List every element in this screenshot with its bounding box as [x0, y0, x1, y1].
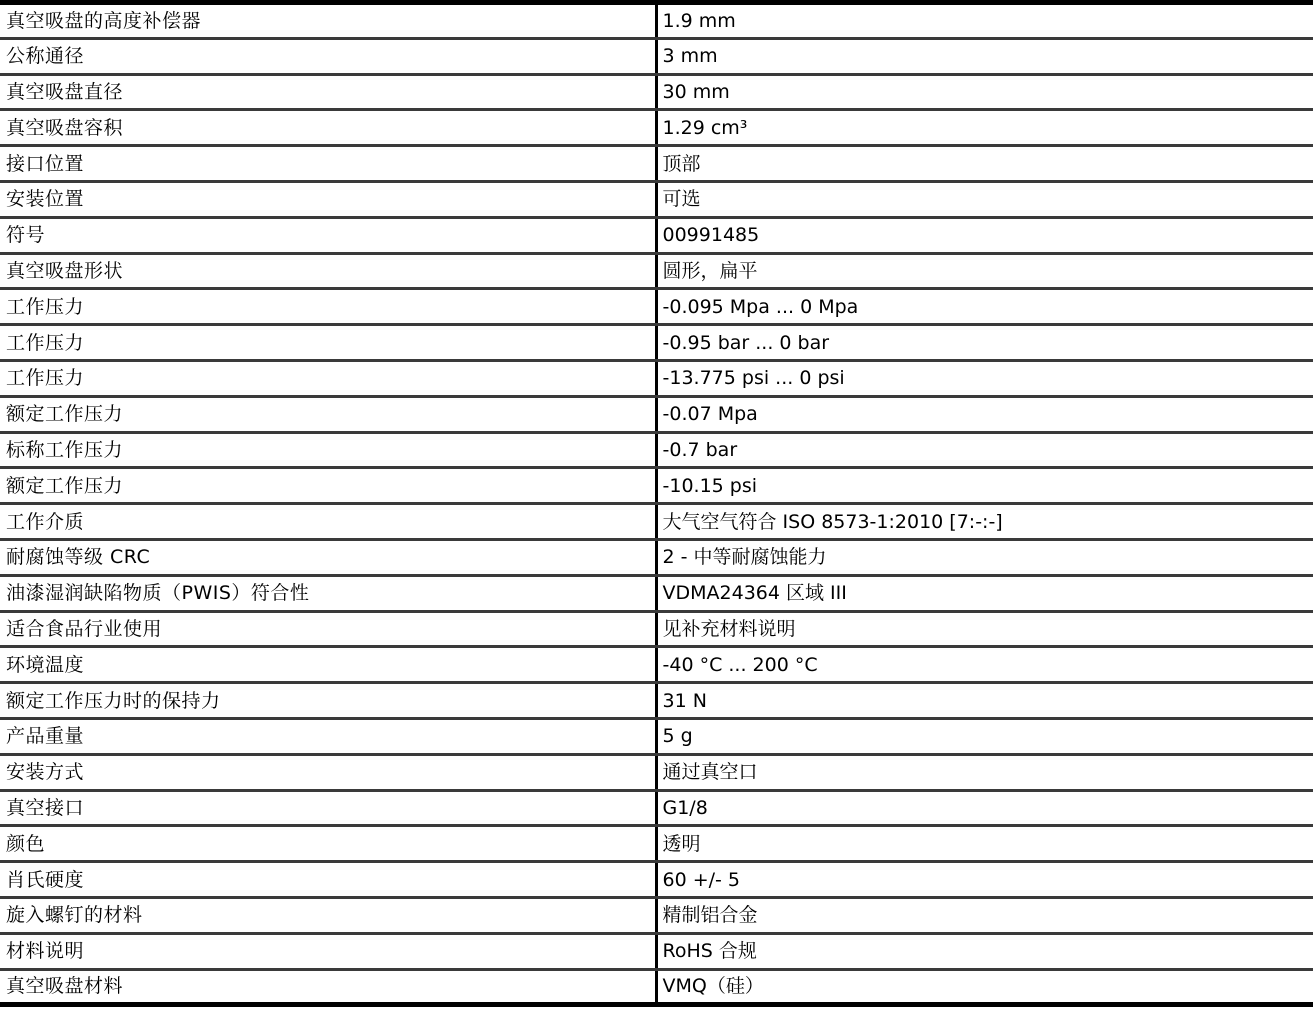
spec-label: 安装位置	[0, 181, 656, 217]
table-row	[0, 647, 1313, 683]
table-row	[0, 862, 1313, 898]
spec-label: 适合食品行业使用	[0, 611, 656, 647]
table-row	[0, 683, 1313, 719]
spec-value: 通过真空口	[656, 754, 1313, 790]
table-row	[0, 432, 1313, 468]
table-row	[0, 74, 1313, 110]
spec-value: -0.95 bar ... 0 bar	[656, 325, 1313, 361]
spec-value: 2 - 中等耐腐蚀能力	[656, 539, 1313, 575]
table-row	[0, 253, 1313, 289]
spec-value: 3 mm	[656, 38, 1313, 74]
spec-label: 真空吸盘直径	[0, 74, 656, 110]
spec-value: 31 N	[656, 683, 1313, 719]
table-row	[0, 790, 1313, 826]
spec-value: 大气空气符合 ISO 8573-1:2010 [7:-:-]	[656, 504, 1313, 540]
table-row	[0, 325, 1313, 361]
table-row	[0, 826, 1313, 862]
table-row	[0, 289, 1313, 325]
table-row	[0, 575, 1313, 611]
table-row	[0, 611, 1313, 647]
spec-label: 材料说明	[0, 933, 656, 969]
spec-value: -40 °C ... 200 °C	[656, 647, 1313, 683]
spec-value: -10.15 psi	[656, 468, 1313, 504]
table-row	[0, 396, 1313, 432]
spec-label: 额定工作压力时的保持力	[0, 683, 656, 719]
spec-value: 顶部	[656, 146, 1313, 182]
spec-value: 1.29 cm³	[656, 110, 1313, 146]
table-row	[0, 3, 1313, 39]
spec-label: 真空吸盘材料	[0, 969, 656, 1005]
table-row	[0, 181, 1313, 217]
spec-value: -0.7 bar	[656, 432, 1313, 468]
spec-value: 精制铝合金	[656, 897, 1313, 933]
spec-label: 耐腐蚀等级 CRC	[0, 539, 656, 575]
spec-label: 旋入螺钉的材料	[0, 897, 656, 933]
spec-value: 5 g	[656, 718, 1313, 754]
table-row	[0, 897, 1313, 933]
spec-label: 工作压力	[0, 325, 656, 361]
spec-value: 圆形，扁平	[656, 253, 1313, 289]
spec-value: 00991485	[656, 217, 1313, 253]
spec-label: 真空接口	[0, 790, 656, 826]
spec-label: 额定工作压力	[0, 396, 656, 432]
spec-label: 真空吸盘的高度补偿器	[0, 3, 656, 39]
spec-value: VDMA24364 区域 III	[656, 575, 1313, 611]
spec-label: 真空吸盘形状	[0, 253, 656, 289]
spec-label: 肖氏硬度	[0, 862, 656, 898]
table-row	[0, 217, 1313, 253]
table-row	[0, 468, 1313, 504]
table-row	[0, 38, 1313, 74]
spec-value: VMQ（硅）	[662, 975, 764, 998]
spec-value: 可选	[656, 181, 1313, 217]
table-row	[0, 360, 1313, 396]
table-row	[0, 110, 1313, 146]
spec-label: 工作压力	[0, 289, 656, 325]
spec-label: 安装方式	[0, 754, 656, 790]
spec-label: 油漆湿润缺陷物质（PWIS）符合性	[0, 575, 656, 611]
table-row	[0, 754, 1313, 790]
spec-label: 额定工作压力	[0, 468, 656, 504]
spec-value: -13.775 psi ... 0 psi	[656, 360, 1313, 396]
spec-label: 真空吸盘容积	[0, 110, 656, 146]
spec-value: 透明	[656, 826, 1313, 862]
spec-label: 颜色	[0, 826, 656, 862]
table-row	[0, 539, 1313, 575]
table-row	[0, 718, 1313, 754]
spec-value: -0.095 Mpa ... 0 Mpa	[656, 289, 1313, 325]
table-row	[0, 504, 1313, 540]
spec-value: 1.9 mm	[656, 3, 1313, 39]
spec-value: RoHS 合规	[656, 933, 1313, 969]
table-row	[0, 146, 1313, 182]
spec-label: 产品重量	[0, 718, 656, 754]
spec-value: -0.07 Mpa	[656, 396, 1313, 432]
spec-label: 工作压力	[0, 360, 656, 396]
spec-value: G1/8	[656, 790, 1313, 826]
spec-label: 工作介质	[0, 504, 656, 540]
spec-label: 符号	[0, 217, 656, 253]
table-row	[0, 969, 1313, 1005]
table-row	[0, 933, 1313, 969]
spec-value: 见补充材料说明	[656, 611, 1313, 647]
spec-label: 标称工作压力	[0, 432, 656, 468]
spec-label: 环境温度	[0, 647, 656, 683]
spec-value: 30 mm	[656, 74, 1313, 110]
spec-label: 接口位置	[0, 146, 656, 182]
spec-label: 公称通径	[0, 38, 656, 74]
spec-value: 60 +/- 5	[656, 862, 1313, 898]
